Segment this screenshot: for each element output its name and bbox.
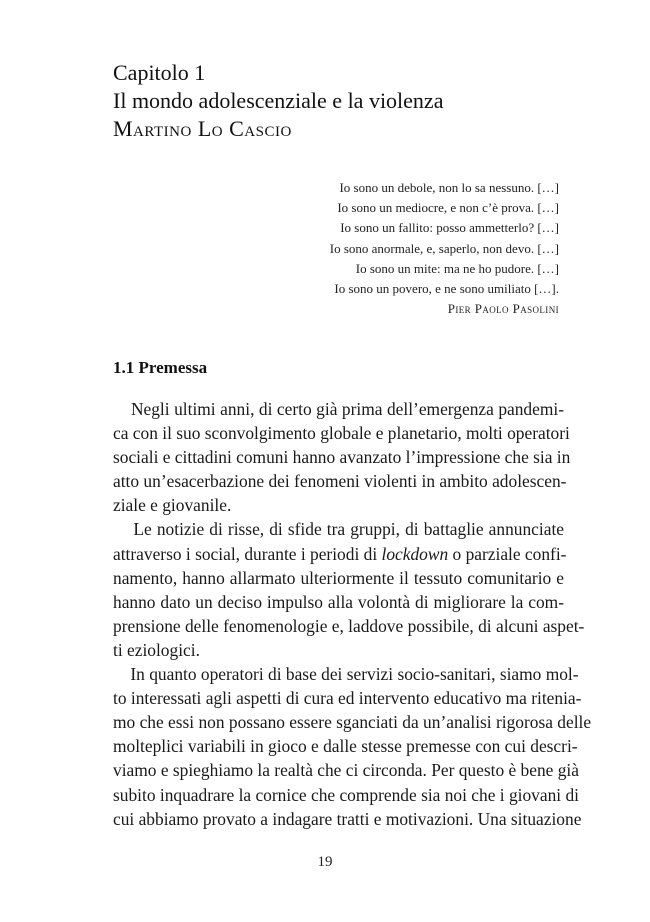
chapter-author: Martino Lo Cascio — [113, 116, 292, 141]
section-title: 1.1 Premessa — [113, 358, 208, 377]
epigraph-line: Io sono un mite: ma ne ho pudore. […] — [355, 260, 559, 276]
body-line: Negli ultimi anni, di certo già prima dell’emergenza pandemi- — [113, 399, 564, 419]
epigraph-line: Io sono un povero, e ne sono umiliato […]. — [334, 281, 559, 297]
body-line: mo che essi non possano essere sganciati da un’analisi rigorosa delle — [113, 712, 592, 733]
body-line: Le notizie di risse, di sfide tra gruppi, di battaglie annunciate — [113, 519, 564, 540]
body-line: hanno dato un deciso impulso alla volontà di migliorare la com- — [113, 591, 564, 612]
body-line: to interessati agli aspetti di cura ed intervento educativo ma ritenia- — [113, 688, 582, 709]
epigraph-attribution: Pier Paolo Pasolini — [447, 301, 559, 317]
body-line: ti eziologici. — [113, 639, 200, 660]
body-line: ca con il suo sconvolgimento globale e planetario, molti operatori — [113, 423, 570, 444]
body-line: namento, hanno allarmato ulteriormente il tessuto comunitario e — [113, 567, 564, 588]
body-line: molteplici variabili in gioco e dalle stesse premesse con cui descri- — [113, 736, 578, 757]
body-line: subito inquadrare la cornice che comprende sia noi che i giovani di — [113, 784, 579, 805]
epigraph-line: Io sono un debole, non lo sa nessuno. […] — [339, 180, 559, 195]
body-line: prensione delle fenomenologie e, laddove possibile, di alcuni aspet- — [113, 615, 585, 636]
body-text — [113, 397, 592, 831]
body-line: cui abbiamo provato a indagare tratti e motivazioni. Una situazione — [113, 808, 582, 829]
italic-term: lockdown — [381, 543, 449, 564]
chapter-title: Il mondo adolescenziale e la violenza — [113, 88, 444, 113]
chapter-label: Capitolo 1 — [113, 60, 206, 85]
body-line: atto un’esacerbazione dei fenomeni violenti in ambito adolescen- — [113, 471, 567, 492]
body-line: attraverso i social, durante i periodi di lockdown o parziale confi- — [113, 543, 567, 564]
body-line: ziale e giovanile. — [113, 495, 232, 516]
body-line: sociali e cittadini comuni hanno avanzato l’impressione che sia in — [113, 447, 571, 468]
epigraph-line: Io sono anormale, e, saperlo, non devo. […] — [329, 240, 559, 256]
epigraph — [239, 178, 559, 319]
chapter-heading — [113, 59, 573, 143]
body-line: viamo e spieghiamo la realtà che ci circonda. Per questo è bene già — [113, 760, 579, 781]
body-line: In quanto operatori di base dei servizi socio-sanitari, siamo mol- — [113, 664, 579, 685]
epigraph-line: Io sono un mediocre, e non c’è prova. […] — [337, 200, 559, 216]
page-number: 19 — [317, 854, 333, 870]
epigraph-line: Io sono un fallito: posso ammetterlo? […] — [340, 220, 559, 236]
